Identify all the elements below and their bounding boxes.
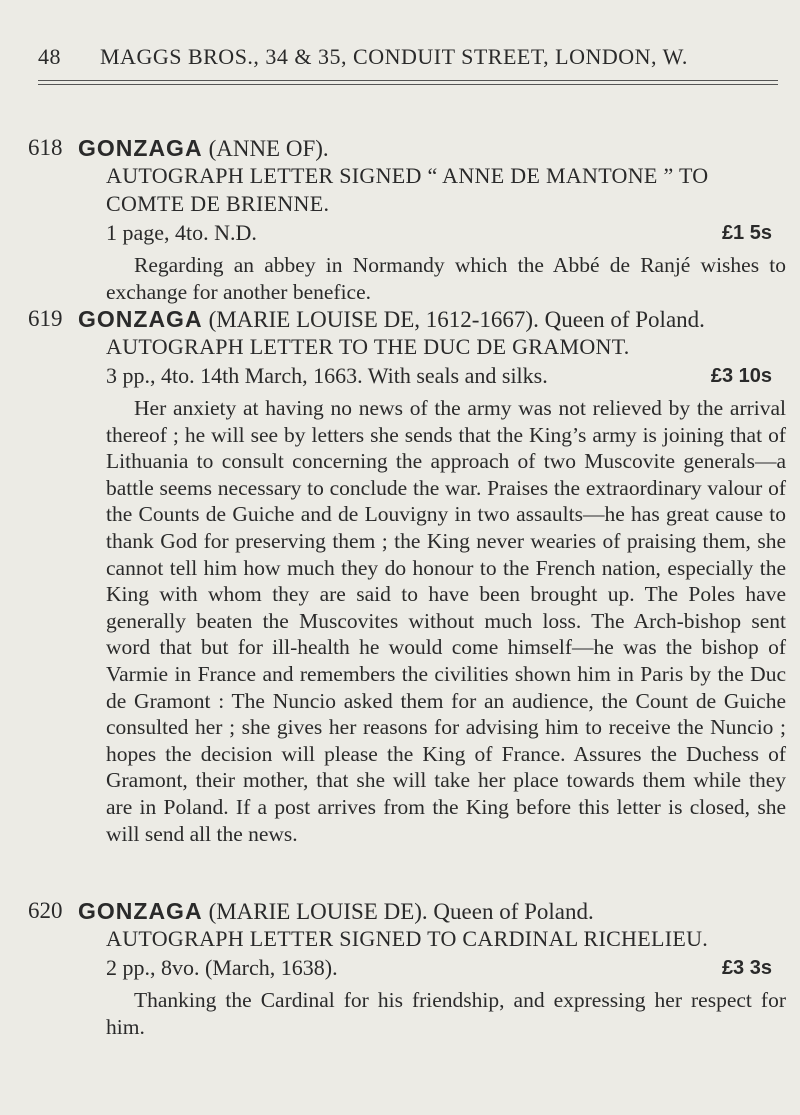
entry-surname: GONZAGA [78, 306, 203, 332]
entry-body: Regarding an abbey in Normandy which the Abbé de Ranjé wishes to exchange for another benefice. [106, 253, 786, 304]
header-title: MAGGS BROS., 34 & 35, CONDUIT STREET, LONDON, W. [100, 44, 688, 69]
entry-description: 1 page, 4to. N.D. [106, 220, 257, 245]
catalogue-entry-618 [28, 135, 788, 305]
catalogue-entry-620 [28, 898, 788, 1040]
entry-description-line [106, 361, 788, 391]
catalogue-entry-619 [28, 306, 788, 847]
entry-price: £3 3s [721, 957, 772, 979]
entry-heading [78, 135, 788, 162]
entry-price: £3 10s [710, 365, 772, 387]
running-header [38, 44, 778, 70]
entry-surname: GONZAGA [78, 135, 203, 161]
entry-description-line [106, 953, 788, 983]
entry-subtitle: AUTOGRAPH LETTER SIGNED “ ANNE DE MANTONE ” TO COMTE DE BRIENNE. [106, 163, 709, 216]
entry-heading [78, 898, 788, 925]
entry-name-detail: (MARIE LOUISE DE, 1612-1667). Queen of Poland. [208, 307, 705, 332]
entry-name-detail: (MARIE LOUISE DE). Queen of Poland. [208, 899, 594, 924]
lot-number: 619 [28, 306, 63, 331]
entry-surname: GONZAGA [78, 898, 203, 924]
entry-name-detail: (ANNE OF). [208, 136, 329, 161]
entry-heading [78, 306, 788, 333]
entry-body: Thanking the Cardinal for his friendship, and expressing her respect for him. [106, 988, 786, 1039]
entry-subtitle: AUTOGRAPH LETTER SIGNED TO CARDINAL RICHELIEU. [106, 926, 709, 951]
lot-number: 618 [28, 135, 63, 160]
lot-number: 620 [28, 898, 63, 923]
header-rule [38, 80, 778, 85]
entry-description: 3 pp., 4to. 14th March, 1663. With seals and silks. [106, 363, 548, 388]
entry-body: Her anxiety at having no news of the army was not relieved by the arrival thereof ; he will see by letters she sends that the King’s army is joining that of Lithuania to consult concerning the approach of two Muscovite generals—a battle seems necessary to conclude the war. Praises the extraordinary valour of the Counts de Guiche and de Louvigny in two assaults—he has great cause to thank God for preserving them ; the King never wearies of praising them, she cannot tell him how much they do honour to the French nation, especially the King with whom they are said to have been brought up. The Poles have generally beaten the Muscovites without much loss. The Arch-bishop sent word that but for ill-health he would come himself—he was the bishop of Varmie in France and remembers the civilities shown him in Paris by the Duc de Gramont : The Nuncio asked them for an audience, the Count de Guiche consulted her ; she gives her reasons for advising him to receive the Nuncio ; hopes the decision will please the King of France. Assures the Duchess of Gramont, their mother, that she will take her place towards them while they are in Poland. If a post arrives from the King before this letter is closed, she will send all the news. [106, 396, 786, 846]
entry-description: 2 pp., 8vo. (March, 1638). [106, 955, 338, 980]
entry-price: £1 5s [721, 222, 772, 244]
entry-description-line [106, 218, 788, 248]
entry-subtitle: AUTOGRAPH LETTER TO THE DUC DE GRAMONT. [106, 334, 630, 359]
page-number: 48 [38, 44, 61, 69]
